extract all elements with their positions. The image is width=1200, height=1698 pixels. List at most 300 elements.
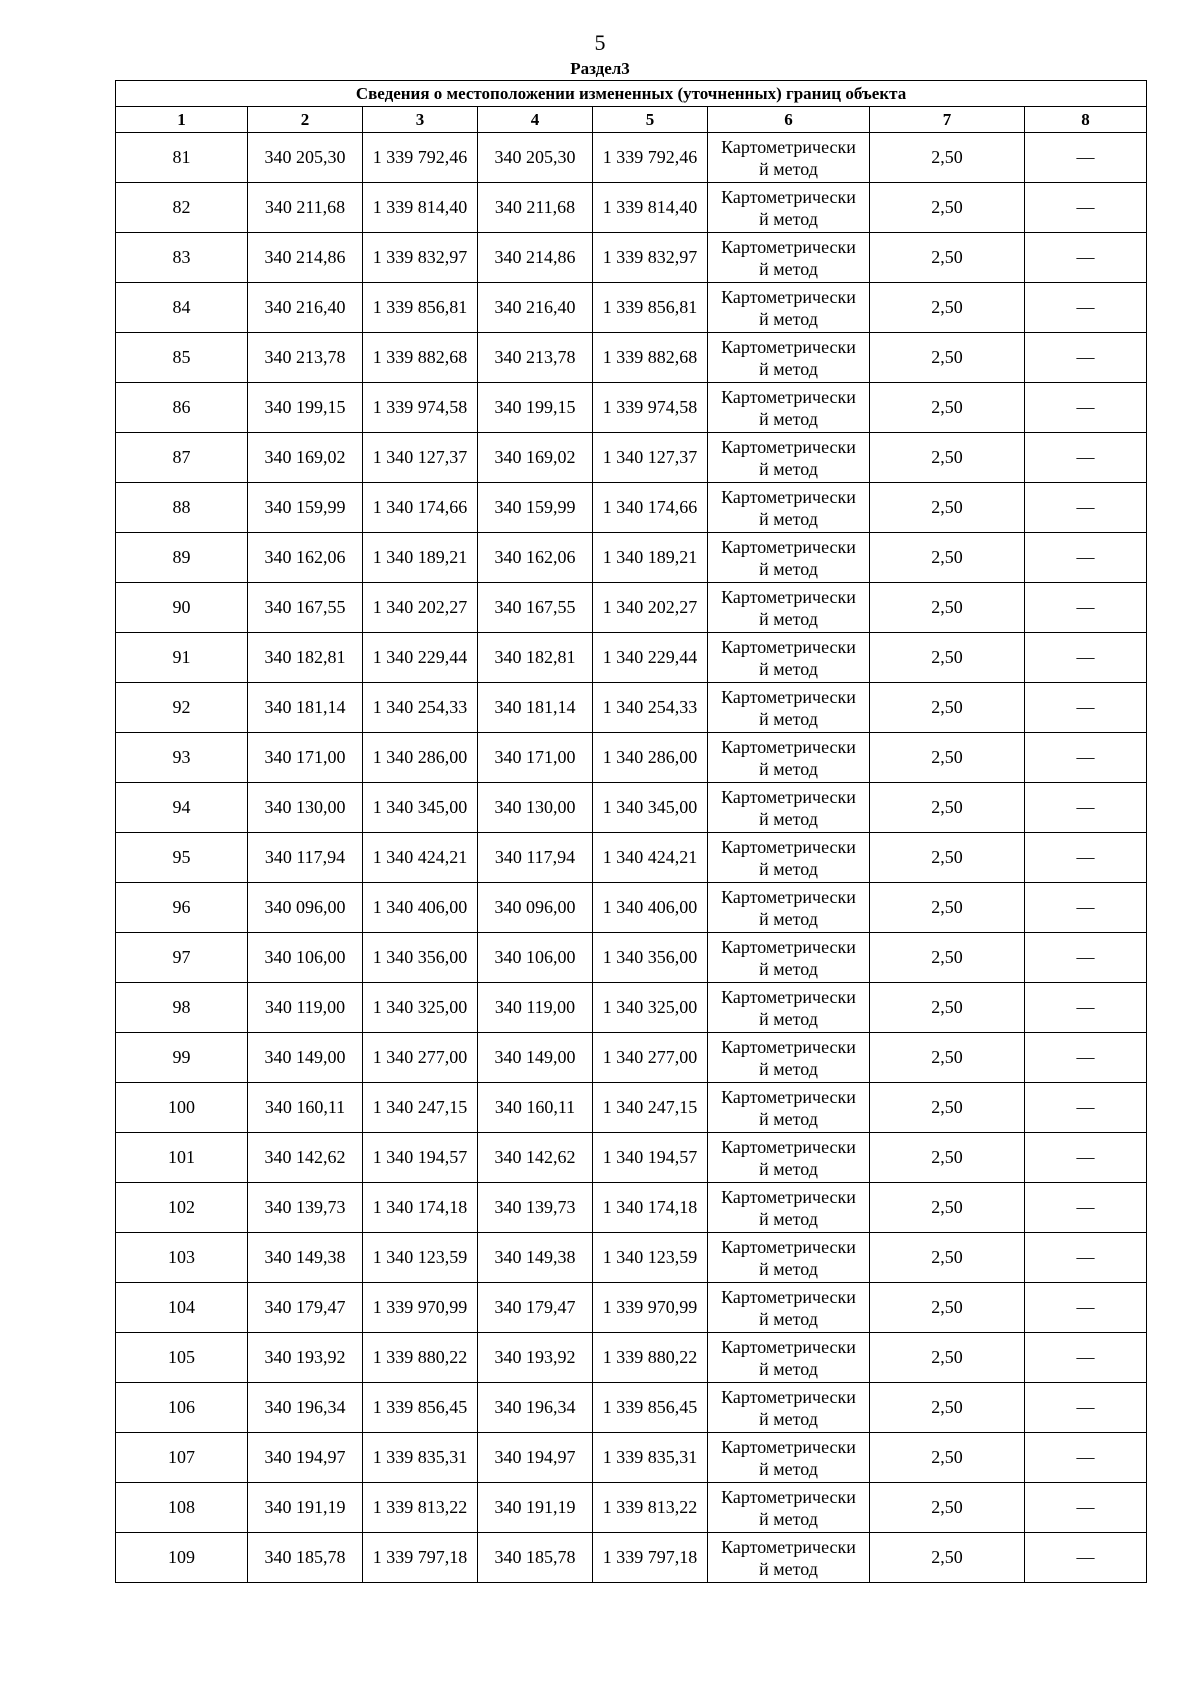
method-text: й метод (759, 1358, 818, 1379)
description-cell: — (1025, 933, 1147, 983)
description-cell: — (1025, 1133, 1147, 1183)
method-text: Картометрически (721, 386, 856, 407)
new-x-cell: 340 162,06 (478, 533, 593, 583)
new-x-cell: 340 181,14 (478, 683, 593, 733)
new-x-cell: 340 211,68 (478, 183, 593, 233)
description-cell: — (1025, 1183, 1147, 1233)
existing-x-cell: 340 139,73 (248, 1183, 363, 1233)
table-row (116, 1383, 1147, 1433)
method-text: й метод (759, 1208, 818, 1229)
method-text: й метод (759, 1308, 818, 1329)
description-cell: — (1025, 233, 1147, 283)
method-cell (708, 333, 870, 383)
new-y-cell: 1 339 797,18 (593, 1533, 708, 1583)
method-cell (708, 883, 870, 933)
new-y-cell: 1 339 832,97 (593, 233, 708, 283)
table-row (116, 483, 1147, 533)
new-x-cell: 340 160,11 (478, 1083, 593, 1133)
existing-y-cell: 1 340 194,57 (363, 1133, 478, 1183)
accuracy-cell: 2,50 (870, 1033, 1025, 1083)
accuracy-cell: 2,50 (870, 283, 1025, 333)
point-number-cell: 95 (116, 833, 248, 883)
method-text: й метод (759, 808, 818, 829)
existing-y-cell: 1 340 254,33 (363, 683, 478, 733)
existing-y-cell: 1 339 970,99 (363, 1283, 478, 1333)
method-cell (708, 683, 870, 733)
point-number-cell: 100 (116, 1083, 248, 1133)
description-cell: — (1025, 683, 1147, 733)
new-y-cell: 1 340 345,00 (593, 783, 708, 833)
point-number-cell: 83 (116, 233, 248, 283)
method-text: й метод (759, 958, 818, 979)
table-row (116, 333, 1147, 383)
description-cell: — (1025, 1033, 1147, 1083)
existing-y-cell: 1 340 189,21 (363, 533, 478, 583)
method-text: Картометрически (721, 186, 856, 207)
existing-y-cell: 1 340 356,00 (363, 933, 478, 983)
point-number-cell: 109 (116, 1533, 248, 1583)
method-cell (708, 1033, 870, 1083)
accuracy-cell: 2,50 (870, 333, 1025, 383)
point-number-cell: 97 (116, 933, 248, 983)
method-text: й метод (759, 258, 818, 279)
new-y-cell: 1 340 424,21 (593, 833, 708, 883)
existing-y-cell: 1 340 229,44 (363, 633, 478, 683)
new-y-cell: 1 340 127,37 (593, 433, 708, 483)
description-cell: — (1025, 883, 1147, 933)
method-cell (708, 1533, 870, 1583)
existing-y-cell: 1 339 797,18 (363, 1533, 478, 1583)
table-row (116, 283, 1147, 333)
new-x-cell: 340 096,00 (478, 883, 593, 933)
point-number-cell: 96 (116, 883, 248, 933)
method-cell (708, 1233, 870, 1283)
method-text: Картометрически (721, 736, 856, 757)
accuracy-cell: 2,50 (870, 733, 1025, 783)
method-cell (708, 733, 870, 783)
method-text: Картометрически (721, 1136, 856, 1157)
existing-y-cell: 1 339 835,31 (363, 1433, 478, 1483)
accuracy-cell: 2,50 (870, 1333, 1025, 1383)
method-text: й метод (759, 1158, 818, 1179)
method-text: й метод (759, 1408, 818, 1429)
description-cell: — (1025, 133, 1147, 183)
new-x-cell: 340 117,94 (478, 833, 593, 883)
table-row (116, 1433, 1147, 1483)
new-x-cell: 340 179,47 (478, 1283, 593, 1333)
method-text: Картометрически (721, 1236, 856, 1257)
new-y-cell: 1 339 813,22 (593, 1483, 708, 1533)
accuracy-cell: 2,50 (870, 1083, 1025, 1133)
accuracy-cell: 2,50 (870, 933, 1025, 983)
existing-x-cell: 340 216,40 (248, 283, 363, 333)
existing-y-cell: 1 340 174,66 (363, 483, 478, 533)
description-cell: — (1025, 1433, 1147, 1483)
new-x-cell: 340 191,19 (478, 1483, 593, 1533)
accuracy-cell: 2,50 (870, 1533, 1025, 1583)
method-text: Картометрически (721, 1436, 856, 1457)
method-text: й метод (759, 508, 818, 529)
method-cell (708, 1433, 870, 1483)
method-text: Картометрически (721, 836, 856, 857)
accuracy-cell: 2,50 (870, 183, 1025, 233)
new-x-cell: 340 205,30 (478, 133, 593, 183)
new-y-cell: 1 340 356,00 (593, 933, 708, 983)
existing-y-cell: 1 340 247,15 (363, 1083, 478, 1133)
new-y-cell: 1 339 882,68 (593, 333, 708, 383)
existing-y-cell: 1 340 345,00 (363, 783, 478, 833)
existing-x-cell: 340 181,14 (248, 683, 363, 733)
existing-y-cell: 1 340 123,59 (363, 1233, 478, 1283)
new-x-cell: 340 149,38 (478, 1233, 593, 1283)
method-cell (708, 633, 870, 683)
new-y-cell: 1 340 325,00 (593, 983, 708, 1033)
table-row (116, 983, 1147, 1033)
method-cell (708, 1483, 870, 1533)
new-y-cell: 1 340 123,59 (593, 1233, 708, 1283)
method-cell (708, 1383, 870, 1433)
existing-x-cell: 340 169,02 (248, 433, 363, 483)
accuracy-cell: 2,50 (870, 383, 1025, 433)
method-text: й метод (759, 908, 818, 929)
table-row (116, 1233, 1147, 1283)
new-x-cell: 340 193,92 (478, 1333, 593, 1383)
method-text: Картометрически (721, 1086, 856, 1107)
method-text: Картометрически (721, 786, 856, 807)
description-cell: — (1025, 833, 1147, 883)
method-text: й метод (759, 1458, 818, 1479)
table-row (116, 533, 1147, 583)
existing-y-cell: 1 339 856,81 (363, 283, 478, 333)
new-x-cell: 340 185,78 (478, 1533, 593, 1583)
new-x-cell: 340 196,34 (478, 1383, 593, 1433)
accuracy-cell: 2,50 (870, 1383, 1025, 1433)
method-text: й метод (759, 308, 818, 329)
point-number-cell: 98 (116, 983, 248, 1033)
method-cell (708, 483, 870, 533)
description-cell: — (1025, 1383, 1147, 1433)
new-x-cell: 340 142,62 (478, 1133, 593, 1183)
new-y-cell: 1 339 814,40 (593, 183, 708, 233)
method-text: Картометрически (721, 236, 856, 257)
point-number-cell: 104 (116, 1283, 248, 1333)
table-row (116, 383, 1147, 433)
existing-x-cell: 340 199,15 (248, 383, 363, 433)
new-x-cell: 340 171,00 (478, 733, 593, 783)
existing-y-cell: 1 339 880,22 (363, 1333, 478, 1383)
existing-x-cell: 340 171,00 (248, 733, 363, 783)
point-number-cell: 92 (116, 683, 248, 733)
table-caption: Сведения о местоположении измененных (уточненных) границ объекта (116, 81, 1147, 107)
method-text: й метод (759, 1108, 818, 1129)
existing-x-cell: 340 205,30 (248, 133, 363, 183)
method-text: й метод (759, 558, 818, 579)
existing-y-cell: 1 339 792,46 (363, 133, 478, 183)
existing-y-cell: 1 339 974,58 (363, 383, 478, 433)
existing-x-cell: 340 167,55 (248, 583, 363, 633)
new-x-cell: 340 139,73 (478, 1183, 593, 1233)
method-text: й метод (759, 158, 818, 179)
accuracy-cell: 2,50 (870, 1433, 1025, 1483)
column-number-5: 5 (593, 107, 708, 133)
method-text: й метод (759, 858, 818, 879)
description-cell: — (1025, 1083, 1147, 1133)
existing-x-cell: 340 185,78 (248, 1533, 363, 1583)
method-cell (708, 383, 870, 433)
point-number-cell: 91 (116, 633, 248, 683)
point-number-cell: 101 (116, 1133, 248, 1183)
table-row (116, 1033, 1147, 1083)
table-row (116, 583, 1147, 633)
point-number-cell: 81 (116, 133, 248, 183)
column-number-row (116, 107, 1147, 133)
accuracy-cell: 2,50 (870, 983, 1025, 1033)
new-y-cell: 1 340 189,21 (593, 533, 708, 583)
column-number-8: 8 (1025, 107, 1147, 133)
description-cell: — (1025, 333, 1147, 383)
existing-x-cell: 340 159,99 (248, 483, 363, 533)
method-text: й метод (759, 408, 818, 429)
new-x-cell: 340 106,00 (478, 933, 593, 983)
new-x-cell: 340 213,78 (478, 333, 593, 383)
accuracy-cell: 2,50 (870, 1133, 1025, 1183)
point-number-cell: 85 (116, 333, 248, 383)
point-number-cell: 108 (116, 1483, 248, 1533)
existing-x-cell: 340 149,00 (248, 1033, 363, 1083)
table-row (116, 833, 1147, 883)
new-y-cell: 1 340 229,44 (593, 633, 708, 683)
existing-y-cell: 1 340 127,37 (363, 433, 478, 483)
point-number-cell: 106 (116, 1383, 248, 1433)
accuracy-cell: 2,50 (870, 883, 1025, 933)
new-y-cell: 1 340 194,57 (593, 1133, 708, 1183)
new-y-cell: 1 340 406,00 (593, 883, 708, 933)
accuracy-cell: 2,50 (870, 233, 1025, 283)
description-cell: — (1025, 183, 1147, 233)
table-row (116, 633, 1147, 683)
point-number-cell: 84 (116, 283, 248, 333)
existing-x-cell: 340 149,38 (248, 1233, 363, 1283)
new-x-cell: 340 182,81 (478, 633, 593, 683)
method-text: Картометрически (721, 336, 856, 357)
accuracy-cell: 2,50 (870, 633, 1025, 683)
method-text: Картометрически (721, 1036, 856, 1057)
point-number-cell: 99 (116, 1033, 248, 1083)
table-row (116, 1283, 1147, 1333)
new-y-cell: 1 339 974,58 (593, 383, 708, 433)
new-y-cell: 1 339 856,81 (593, 283, 708, 333)
existing-x-cell: 340 196,34 (248, 1383, 363, 1433)
new-x-cell: 340 199,15 (478, 383, 593, 433)
method-text: Картометрически (721, 536, 856, 557)
method-cell (708, 1333, 870, 1383)
existing-x-cell: 340 213,78 (248, 333, 363, 383)
point-number-cell: 82 (116, 183, 248, 233)
existing-y-cell: 1 340 174,18 (363, 1183, 478, 1233)
existing-y-cell: 1 339 814,40 (363, 183, 478, 233)
accuracy-cell: 2,50 (870, 833, 1025, 883)
method-cell (708, 233, 870, 283)
method-cell (708, 433, 870, 483)
description-cell: — (1025, 983, 1147, 1033)
description-cell: — (1025, 383, 1147, 433)
existing-x-cell: 340 193,92 (248, 1333, 363, 1383)
accuracy-cell: 2,50 (870, 1233, 1025, 1283)
existing-x-cell: 340 106,00 (248, 933, 363, 983)
existing-y-cell: 1 340 286,00 (363, 733, 478, 783)
existing-y-cell: 1 339 813,22 (363, 1483, 478, 1533)
new-y-cell: 1 339 970,99 (593, 1283, 708, 1333)
new-x-cell: 340 149,00 (478, 1033, 593, 1083)
new-y-cell: 1 340 174,66 (593, 483, 708, 533)
description-cell: — (1025, 433, 1147, 483)
new-y-cell: 1 340 247,15 (593, 1083, 708, 1133)
method-text: й метод (759, 1008, 818, 1029)
method-text: й метод (759, 1058, 818, 1079)
table-body (116, 133, 1147, 1583)
description-cell: — (1025, 1233, 1147, 1283)
method-text: й метод (759, 758, 818, 779)
point-number-cell: 90 (116, 583, 248, 633)
existing-y-cell: 1 339 832,97 (363, 233, 478, 283)
existing-x-cell: 340 214,86 (248, 233, 363, 283)
method-text: Картометрически (721, 1386, 856, 1407)
existing-y-cell: 1 340 406,00 (363, 883, 478, 933)
table-row (116, 1083, 1147, 1133)
method-text: й метод (759, 1558, 818, 1579)
existing-x-cell: 340 119,00 (248, 983, 363, 1033)
coordinates-table (115, 80, 1147, 1583)
existing-x-cell: 340 162,06 (248, 533, 363, 583)
method-text: Картометрически (721, 286, 856, 307)
method-text: й метод (759, 1258, 818, 1279)
section-title: Раздел3 (570, 59, 630, 78)
method-text: й метод (759, 658, 818, 679)
method-text: Картометрически (721, 1486, 856, 1507)
table-row (116, 1183, 1147, 1233)
method-cell (708, 183, 870, 233)
method-text: й метод (759, 358, 818, 379)
table-row (116, 1133, 1147, 1183)
existing-y-cell: 1 340 202,27 (363, 583, 478, 633)
method-cell (708, 933, 870, 983)
new-y-cell: 1 340 174,18 (593, 1183, 708, 1233)
method-text: Картометрически (721, 586, 856, 607)
method-cell (708, 533, 870, 583)
description-cell: — (1025, 533, 1147, 583)
table-row (116, 1333, 1147, 1383)
point-number-cell: 93 (116, 733, 248, 783)
method-text: Картометрически (721, 986, 856, 1007)
point-number-cell: 87 (116, 433, 248, 483)
point-number-cell: 105 (116, 1333, 248, 1383)
table-row (116, 183, 1147, 233)
table-row (116, 433, 1147, 483)
method-cell (708, 1133, 870, 1183)
description-cell: — (1025, 583, 1147, 633)
table-row (116, 783, 1147, 833)
description-cell: — (1025, 1483, 1147, 1533)
accuracy-cell: 2,50 (870, 433, 1025, 483)
method-cell (708, 283, 870, 333)
existing-x-cell: 340 211,68 (248, 183, 363, 233)
new-y-cell: 1 340 286,00 (593, 733, 708, 783)
point-number-cell: 103 (116, 1233, 248, 1283)
existing-y-cell: 1 340 277,00 (363, 1033, 478, 1083)
existing-x-cell: 340 117,94 (248, 833, 363, 883)
method-text: Картометрически (721, 486, 856, 507)
accuracy-cell: 2,50 (870, 533, 1025, 583)
new-x-cell: 340 119,00 (478, 983, 593, 1033)
point-number-cell: 89 (116, 533, 248, 583)
method-text: Картометрически (721, 1186, 856, 1207)
table-row (116, 683, 1147, 733)
existing-x-cell: 340 182,81 (248, 633, 363, 683)
accuracy-cell: 2,50 (870, 583, 1025, 633)
method-cell (708, 1183, 870, 1233)
description-cell: — (1025, 483, 1147, 533)
new-y-cell: 1 339 880,22 (593, 1333, 708, 1383)
method-cell (708, 583, 870, 633)
new-y-cell: 1 340 277,00 (593, 1033, 708, 1083)
method-text: Картометрически (721, 1336, 856, 1357)
existing-x-cell: 340 160,11 (248, 1083, 363, 1133)
method-text: Картометрически (721, 136, 856, 157)
method-text: Картометрически (721, 1286, 856, 1307)
table-row (116, 133, 1147, 183)
description-cell: — (1025, 1533, 1147, 1583)
method-cell (708, 133, 870, 183)
description-cell: — (1025, 733, 1147, 783)
method-cell (708, 1083, 870, 1133)
method-text: й метод (759, 708, 818, 729)
new-x-cell: 340 159,99 (478, 483, 593, 533)
description-cell: — (1025, 1283, 1147, 1333)
existing-y-cell: 1 339 882,68 (363, 333, 478, 383)
accuracy-cell: 2,50 (870, 133, 1025, 183)
point-number-cell: 94 (116, 783, 248, 833)
method-cell (708, 783, 870, 833)
new-x-cell: 340 167,55 (478, 583, 593, 633)
method-text: Картометрически (721, 636, 856, 657)
accuracy-cell: 2,50 (870, 1183, 1025, 1233)
accuracy-cell: 2,50 (870, 683, 1025, 733)
column-number-2: 2 (248, 107, 363, 133)
column-number-1: 1 (116, 107, 248, 133)
method-cell (708, 983, 870, 1033)
accuracy-cell: 2,50 (870, 483, 1025, 533)
description-cell: — (1025, 633, 1147, 683)
existing-x-cell: 340 130,00 (248, 783, 363, 833)
point-number-cell: 102 (116, 1183, 248, 1233)
method-text: Картометрически (721, 436, 856, 457)
accuracy-cell: 2,50 (870, 1283, 1025, 1333)
point-number-cell: 107 (116, 1433, 248, 1483)
method-text: Картометрически (721, 1536, 856, 1557)
column-number-6: 6 (708, 107, 870, 133)
method-text: й метод (759, 208, 818, 229)
column-number-4: 4 (478, 107, 593, 133)
new-y-cell: 1 340 202,27 (593, 583, 708, 633)
accuracy-cell: 2,50 (870, 1483, 1025, 1533)
new-y-cell: 1 339 856,45 (593, 1383, 708, 1433)
new-x-cell: 340 214,86 (478, 233, 593, 283)
existing-y-cell: 1 340 424,21 (363, 833, 478, 883)
table-row (116, 883, 1147, 933)
accuracy-cell: 2,50 (870, 783, 1025, 833)
table-row (116, 933, 1147, 983)
description-cell: — (1025, 283, 1147, 333)
